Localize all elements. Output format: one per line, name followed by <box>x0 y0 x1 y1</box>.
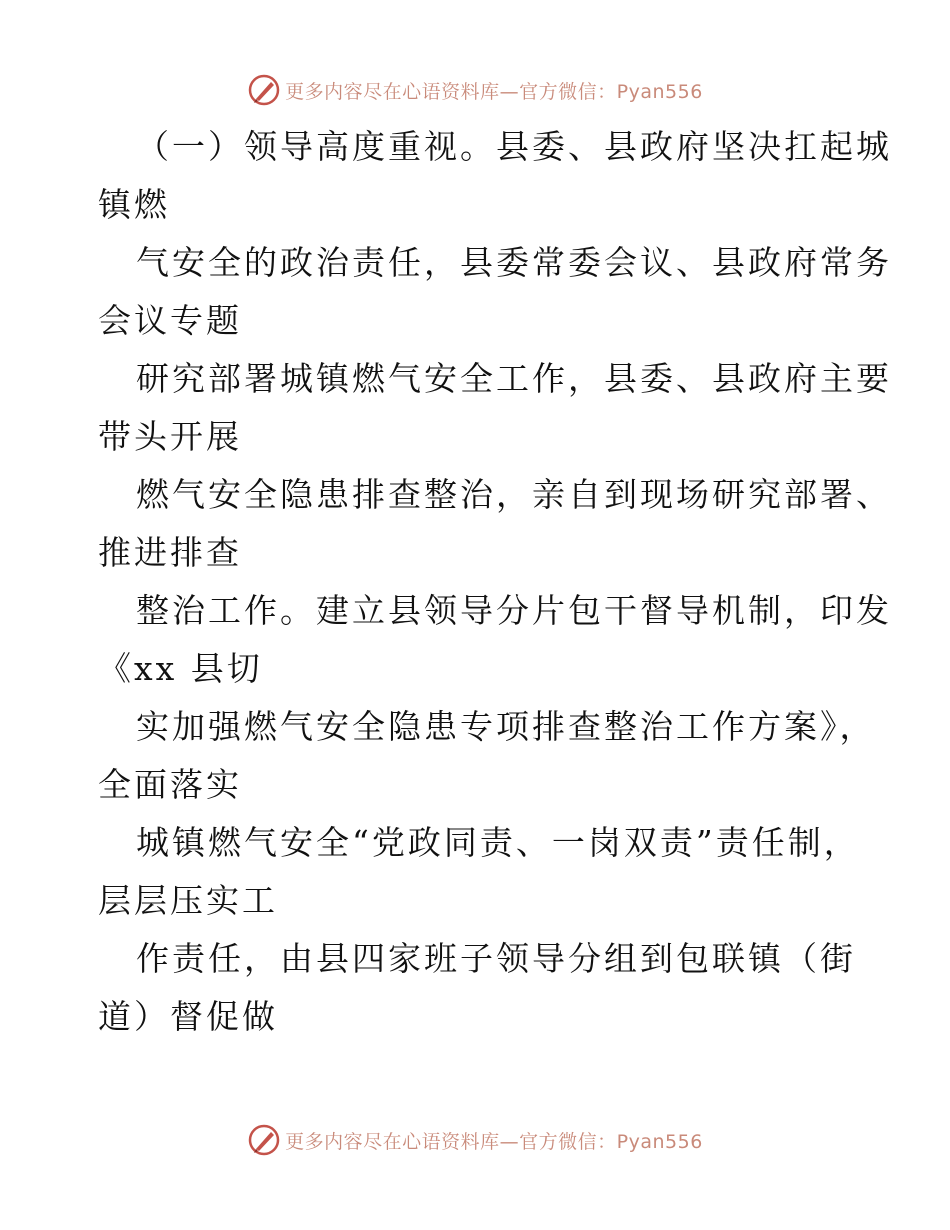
text-line: 城镇燃气安全“党政同责、一岗双责”责任制， <box>136 823 860 862</box>
text-line: 整治工作。建立县领导分片包干督导机制，印发 <box>136 591 892 630</box>
text-line: 会议专题 <box>98 301 242 340</box>
text-line: 作责任，由县四家班子领导分组到包联镇（街 <box>136 939 856 978</box>
text-line: 道）督促做 <box>98 997 278 1036</box>
watermark-text: 更多内容尽在心语资料库—官方微信：Pyan556 <box>285 80 703 103</box>
text-line: （一）领导高度重视。县委、县政府坚决扛起城 <box>136 127 892 166</box>
text-line: 燃气安全隐患排查整治，亲自到现场研究部署、 <box>136 475 892 514</box>
text-line: 《xx 县切 <box>98 649 263 688</box>
text-line: 带头开展 <box>98 417 242 456</box>
header-watermark <box>0 70 950 110</box>
quill-pen-icon <box>247 73 281 107</box>
text-line: 气安全的政治责任，县委常委会议、县政府常务 <box>136 243 892 282</box>
text-line: 镇燃 <box>98 185 170 224</box>
text-line: 层层压实工 <box>98 881 278 920</box>
watermark-text: 更多内容尽在心语资料库—官方微信：Pyan556 <box>285 1130 703 1153</box>
text-line: 实加强燃气安全隐患专项排查整治工作方案》， <box>136 707 876 746</box>
document-body <box>98 118 892 1046</box>
text-line: 研究部署城镇燃气安全工作，县委、县政府主要 <box>136 359 892 398</box>
text-line: 推进排查 <box>98 533 242 572</box>
text-line: 全面落实 <box>98 765 242 804</box>
footer-watermark <box>0 1120 950 1160</box>
quill-pen-icon <box>247 1123 281 1157</box>
